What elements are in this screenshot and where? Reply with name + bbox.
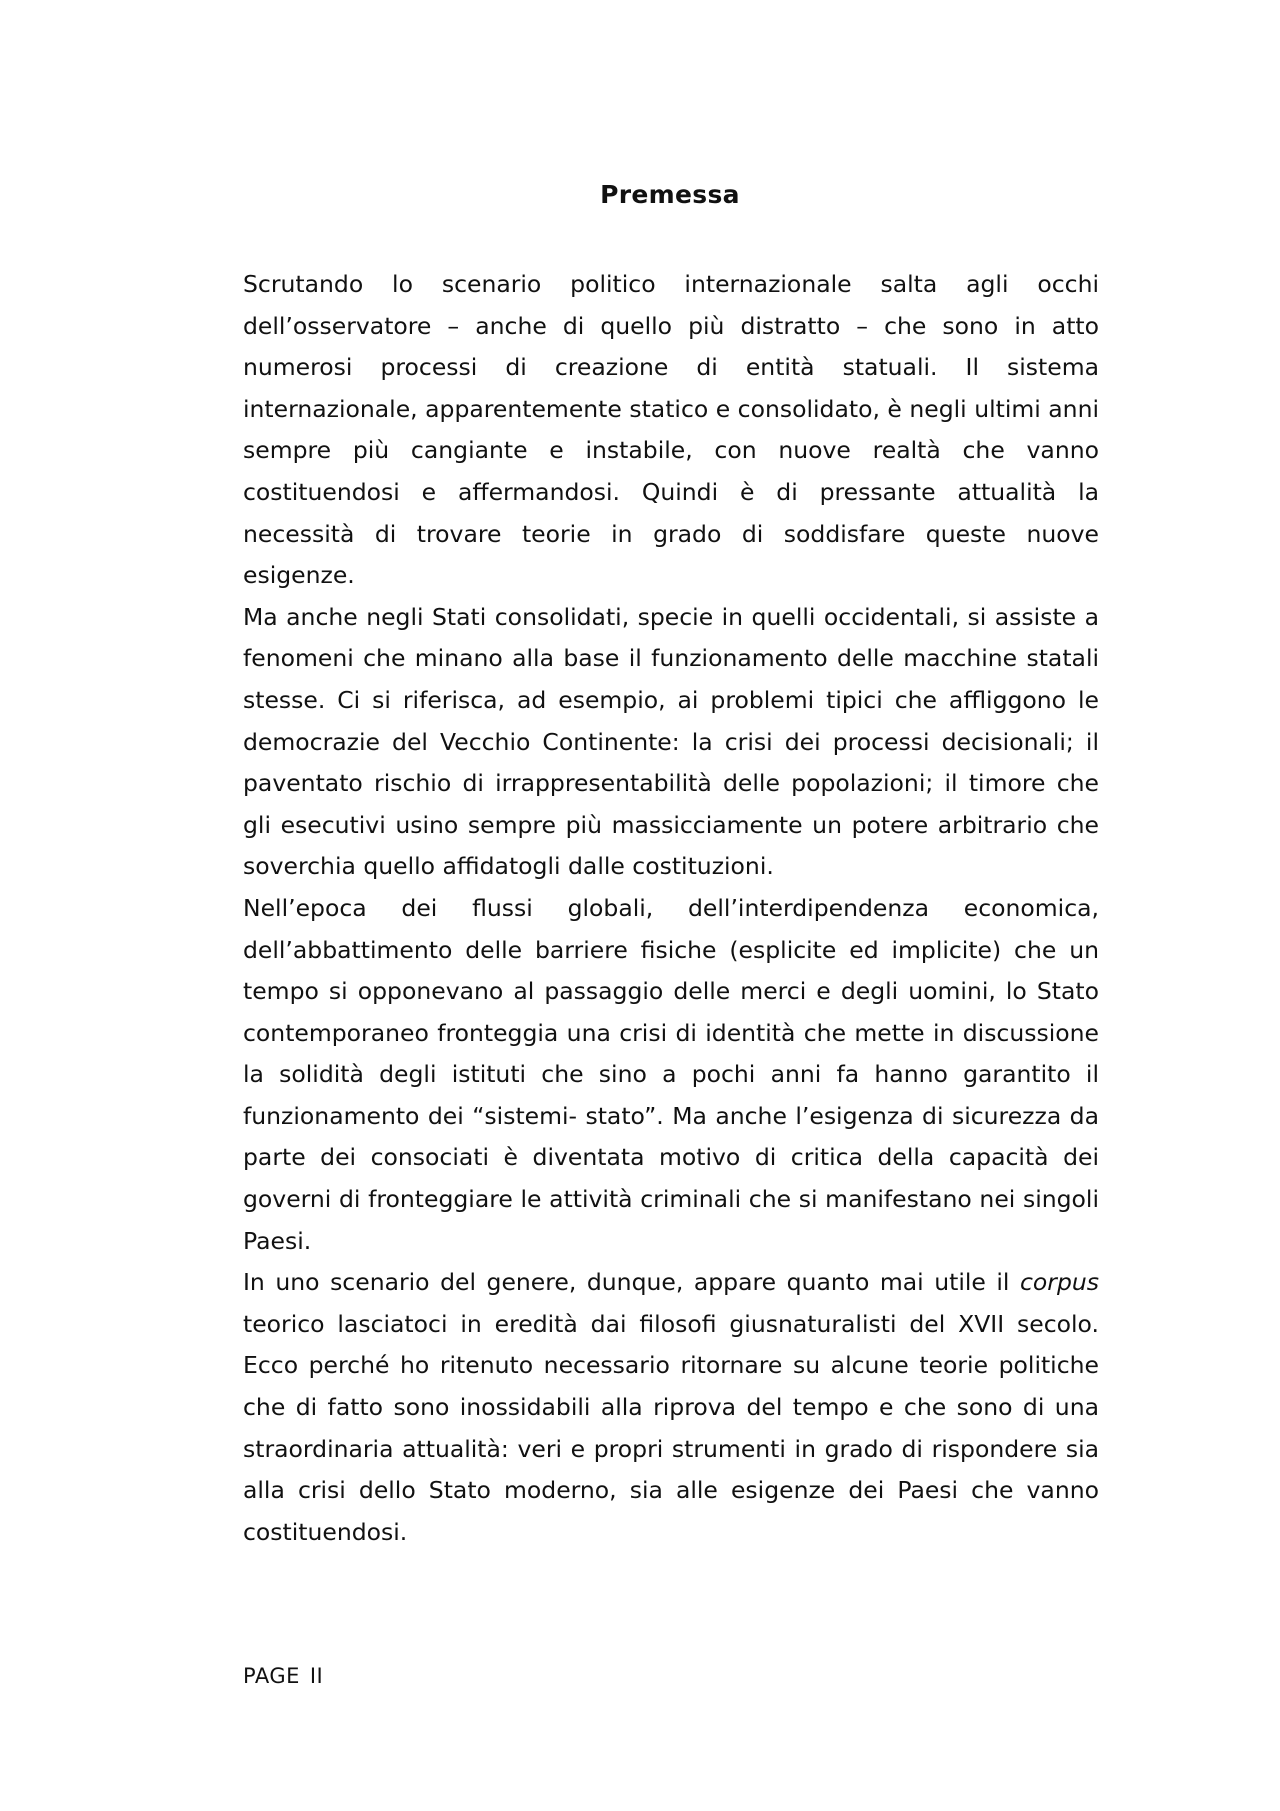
page-title: Premessa (600, 180, 740, 209)
paragraph-text: In uno scenario del genere, dunque, appare quanto mai utile il (243, 1268, 1020, 1297)
paragraph-text: Scrutando lo scenario politico internazionale salta agli occhi dell’osservatore – anche di quello più distratto – che sono in atto numerosi processi di creazione di entità statuali. Il sistema internazionale, apparentemente statico e consolidato, è negli ultimi anni sempre più cangiante e instabile, con nuove realtà che vanno costituendosi e affermandosi. Quindi è di pressante attualità la necessità di trovare teorie in grado di soddisfare queste nuove esigenze. (243, 270, 1099, 590)
paragraph-text: Ma anche negli Stati consolidati, specie in quelli occidentali, si assiste a fenomeni che minano alla base il funzionamento delle macchine statali stesse. Ci si riferisca, ad esempio, ai problemi tipici che affliggono le democrazie del Vecchio Continente: la crisi dei processi decisionali; il paventato rischio di irrappresentabilità delle popolazioni; il timore che gli esecutivi usino sempre più massicciamente un potere arbitrario che soverchia quello affidatogli dalle costituzioni. (243, 602, 1099, 881)
paragraph-text: teorico lasciatoci in eredità dai filosofi giusnaturalisti del XVII secolo. Ecco perché ho ritenuto necessario ritornare su alcune teorie politiche che di fatto sono inossidabili alla riprova del tempo e che sono di una straordinaria attualità: veri e propri strumenti in grado di rispondere sia alla crisi dello Stato moderno, sia alle esigenze dei Paesi che vanno costituendosi. (243, 1309, 1099, 1546)
paragraph (243, 597, 1099, 888)
page-label: PAGE (243, 1664, 300, 1688)
body-text (243, 264, 1099, 1553)
paragraph (243, 888, 1099, 1262)
page-footer (243, 1664, 323, 1688)
paragraph-text: Nell’epoca dei flussi globali, dell’interdipendenza economica, dell’abbattimento delle barriere fisiche (esplicite ed implicite) che un tempo si opponevano al passaggio delle merci e degli uomini, lo Stato contemporaneo fronteggia una crisi di identità che mette in discussione la solidità degli istituti che sino a pochi anni fa hanno garantito il funzionamento dei “sistemi- stato”. Ma anche l’esigenza di sicurezza da parte dei consociati è diventata motivo di critica della capacità dei governi di fronteggiare le attività criminali che si manifestano nei singoli Paesi. (243, 893, 1099, 1255)
paragraph (243, 264, 1099, 597)
paragraph (243, 1262, 1099, 1553)
italic-term: corpus (1019, 1268, 1099, 1297)
page-number: II (309, 1664, 324, 1688)
